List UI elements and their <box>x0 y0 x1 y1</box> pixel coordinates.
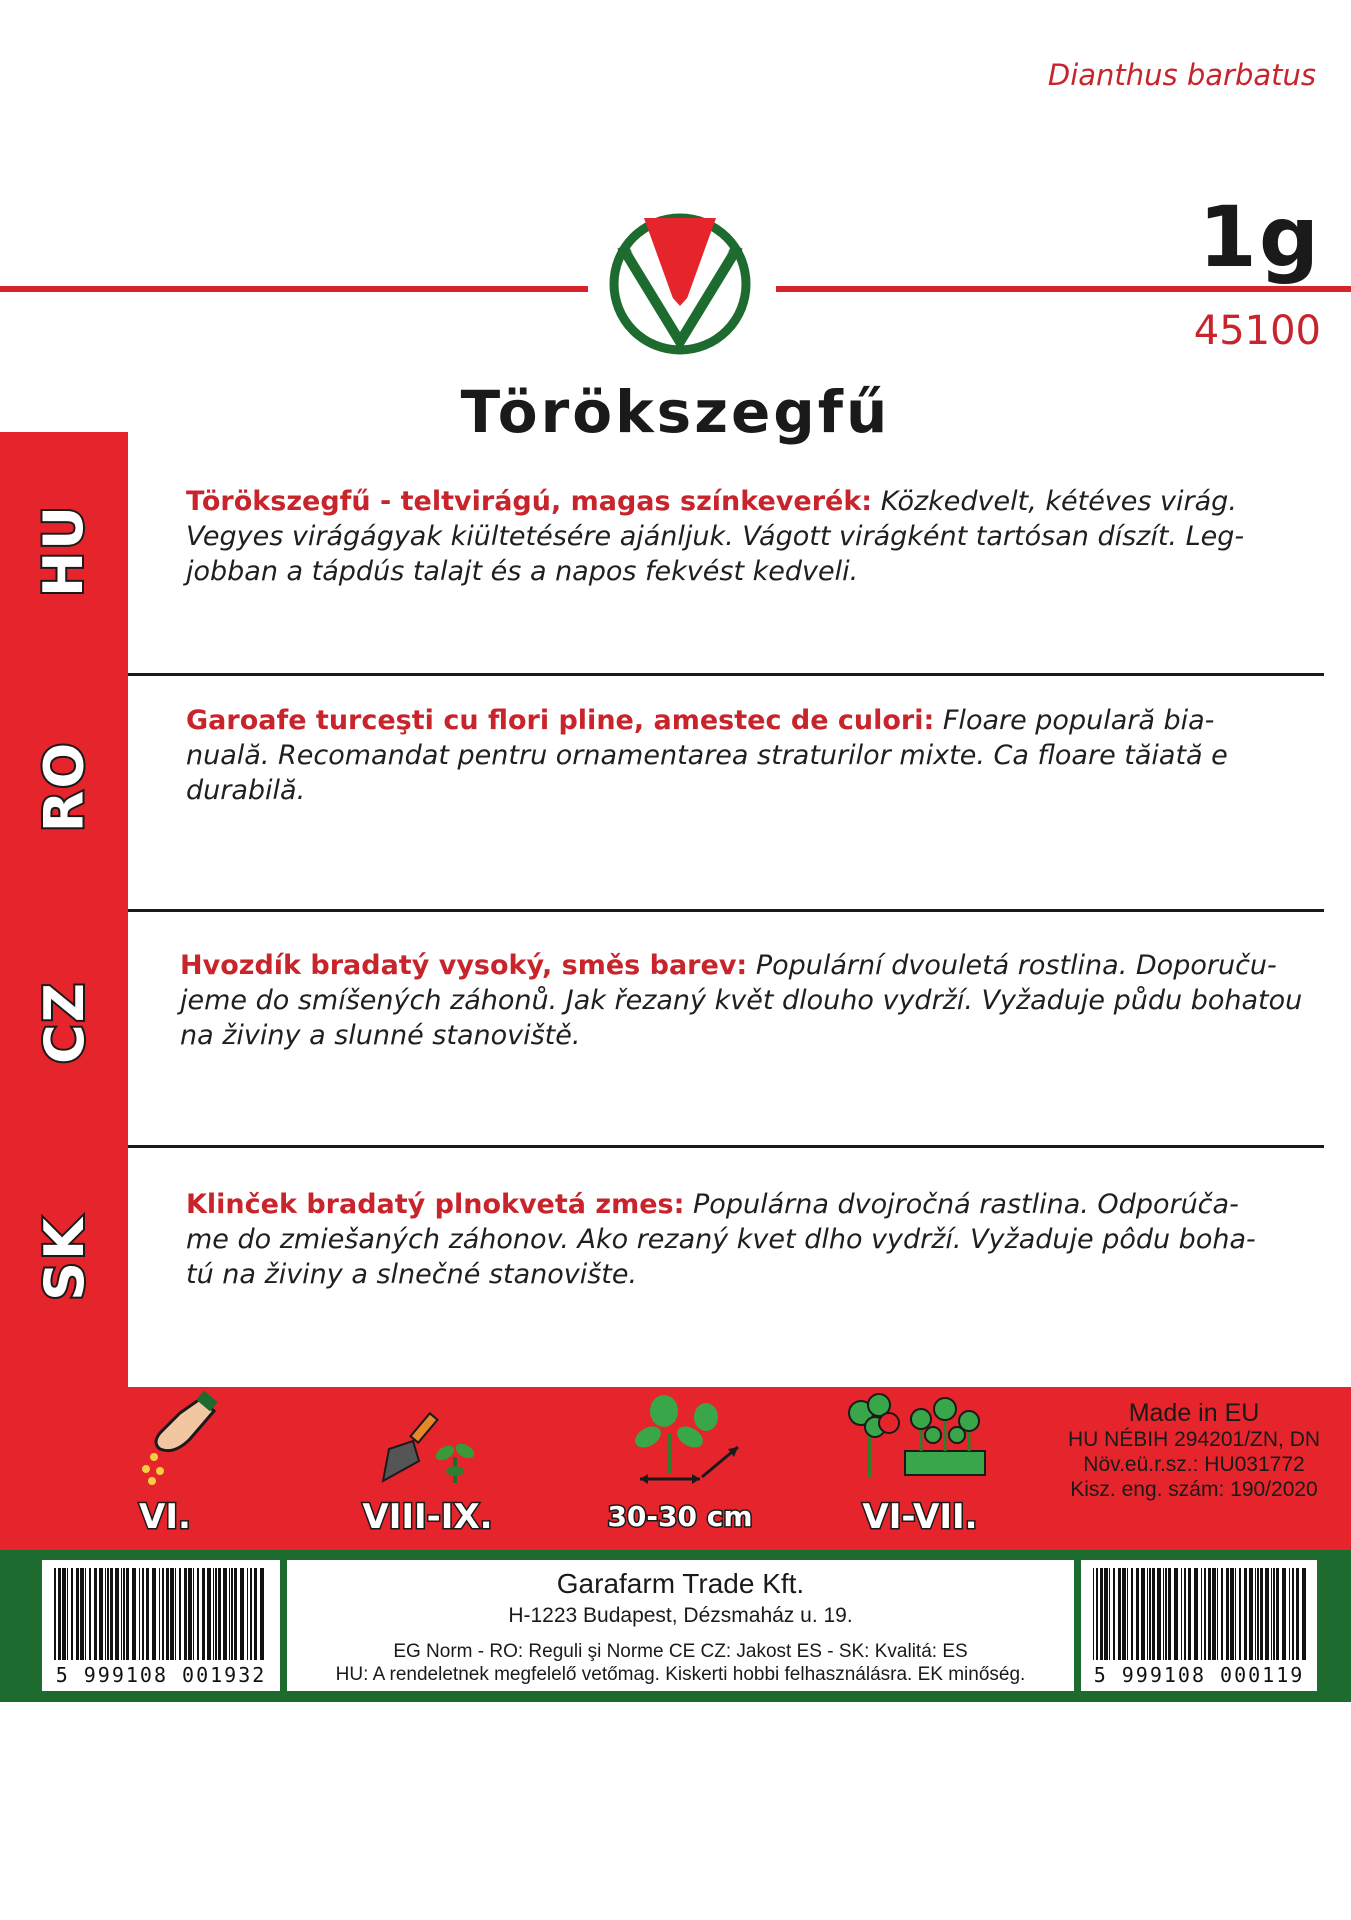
barcode-bar <box>1260 1568 1263 1660</box>
barcode-bar <box>260 1568 264 1660</box>
lang-label-ro: RO <box>32 740 96 832</box>
barcode-bar <box>1217 1568 1218 1660</box>
barcode-bar <box>1249 1568 1253 1660</box>
barcode-bar <box>1165 1568 1167 1660</box>
barcode-bar <box>54 1568 56 1660</box>
barcode-bar <box>229 1568 230 1660</box>
footer-band <box>0 1550 1351 1702</box>
barcode-bar <box>223 1568 227 1660</box>
barcode-bar <box>1230 1568 1234 1660</box>
barcode-bar <box>254 1568 257 1660</box>
barcode-bar <box>1208 1568 1211 1660</box>
barcode-bar <box>240 1568 244 1660</box>
barcode-bar <box>1174 1568 1178 1660</box>
barcode-bar <box>146 1568 149 1660</box>
barcode-bar <box>1276 1568 1279 1660</box>
barcode-bar <box>58 1568 61 1660</box>
text-hu-2: Vegyes virágágyak kiültetésére ajánljuk. Vágott virágként tartósan díszít. Leg- <box>186 521 1245 552</box>
barcode-bar <box>1289 1568 1290 1660</box>
barcode-bar <box>1147 1568 1148 1660</box>
section-divider <box>128 1145 1324 1148</box>
barcode-bar <box>89 1568 91 1660</box>
barcode-bar <box>184 1568 187 1660</box>
barcode-bar <box>166 1568 169 1660</box>
norm-line: HU: A rendeletnek megfelelő vetőmag. Kiskerti hobbi felhasználásra. EK minőség. <box>335 1664 1026 1685</box>
barcode-bar <box>1152 1568 1155 1660</box>
barcode-bar <box>207 1568 211 1660</box>
brand-logo-icon <box>606 206 754 358</box>
barcode-bar <box>1104 1568 1108 1660</box>
spacing-label: 30-30 cm <box>607 1500 753 1533</box>
text-cz-1: Populární dvouletá rostlina. Doporuču- <box>755 950 1277 981</box>
barcode-bar <box>218 1568 221 1660</box>
sowing-hand-icon <box>130 1391 220 1485</box>
regulatory-info <box>1059 1399 1329 1502</box>
barcode-bar <box>1136 1568 1139 1660</box>
barcode-bar <box>1131 1568 1133 1660</box>
language-sidebar <box>0 432 128 1387</box>
barcode-bar <box>170 1568 174 1660</box>
barcode-bar <box>67 1568 68 1660</box>
flowering-month-label: VI-VII. <box>862 1497 978 1537</box>
barcode-bar <box>71 1568 73 1660</box>
barcode-bars <box>54 1568 268 1660</box>
barcode-bar <box>115 1568 119 1660</box>
sowing-month-label: VI. <box>139 1497 191 1537</box>
description-hu <box>186 484 1326 589</box>
latin-name: Dianthus barbatus <box>1047 58 1316 92</box>
barcode-bar <box>1168 1568 1171 1660</box>
barcode-bar <box>105 1568 106 1660</box>
description-ro <box>186 703 1326 808</box>
lang-label-cz: CZ <box>32 980 96 1064</box>
barcode-bar <box>1194 1568 1198 1660</box>
barcode-bar <box>247 1568 248 1660</box>
barcode-bar <box>1184 1568 1186 1660</box>
heading-hu: Törökszegfű - teltvirágú, magas színkeverék: <box>186 486 873 517</box>
barcode-bar <box>94 1568 97 1660</box>
product-title: Törökszegfű <box>460 378 891 446</box>
barcode-bar <box>1093 1568 1094 1660</box>
barcode-bars <box>1093 1568 1305 1660</box>
barcode-bar <box>1282 1568 1286 1660</box>
company-address: H-1223 Budapest, Dézsmaház u. 19. <box>508 1604 853 1627</box>
barcode-bar <box>1113 1568 1115 1660</box>
text-ro-2: nuală. Recomandat pentru ornamentarea straturilor mixte. Ca floare tăiată e <box>186 740 1228 771</box>
barcode-bar <box>179 1568 181 1660</box>
barcode-bar <box>132 1568 136 1660</box>
barcode-bar <box>250 1568 252 1660</box>
barcode-bar <box>1302 1568 1306 1660</box>
barcode-bar <box>1122 1568 1126 1660</box>
barcode-bar <box>1141 1568 1145 1660</box>
barcode-bar <box>162 1568 164 1660</box>
barcode-number-left: 5 999108 001932 <box>55 1663 267 1687</box>
barcode-bar <box>152 1568 156 1660</box>
text-sk-1: Populárna dvojročná rastlina. Odporúča- <box>693 1189 1239 1220</box>
text-cz-3: na živiny a slunné stanoviště. <box>180 1020 581 1051</box>
barcode-bar <box>1296 1568 1299 1660</box>
barcode-bar <box>126 1568 129 1660</box>
company-name: Garafarm Trade Kft. <box>556 1568 805 1599</box>
barcode-bar <box>1149 1568 1151 1660</box>
text-ro-1: Floare populară bia- <box>942 705 1215 736</box>
header-line-right <box>776 286 1351 292</box>
barcode-bar <box>234 1568 237 1660</box>
lang-label-sk: SK <box>32 1215 96 1301</box>
barcode-bar <box>1239 1568 1241 1660</box>
barcode-bar <box>80 1568 84 1660</box>
barcode-bar <box>1100 1568 1103 1660</box>
barcode-bar <box>1226 1568 1229 1660</box>
barcode-bar <box>123 1568 125 1660</box>
text-hu-3: jobban a tápdús talajt és a napos fekvést kedveli. <box>186 556 859 587</box>
norm-line: EG Norm - RO: Reguli şi Norme CE CZ: Jakost ES - SK: Kvalitá: ES <box>393 1641 968 1662</box>
heading-sk: Klinček bradatý plnokvetá zmes: <box>186 1189 685 1220</box>
barcode-bar <box>1127 1568 1128 1660</box>
barcode-bar <box>202 1568 205 1660</box>
barcode-bar <box>215 1568 217 1660</box>
barcode-bar <box>1181 1568 1182 1660</box>
transplant-month-label: VIII-IX. <box>362 1497 493 1537</box>
barcode-bar <box>159 1568 160 1660</box>
barcode-bar <box>1188 1568 1191 1660</box>
header-line-left <box>0 286 588 292</box>
barcode-bar <box>76 1568 79 1660</box>
barcode-bar <box>193 1568 194 1660</box>
barcode-bar <box>213 1568 214 1660</box>
barcode-bar <box>1204 1568 1206 1660</box>
text-cz-2: jeme do smíšených záhonů. Jak řezaný květ dlouho vydrží. Vyžaduje půdu bohatou <box>180 985 1303 1016</box>
text-ro-3: durabilă. <box>186 775 306 806</box>
text-sk-2: me do zmiešaných záhonov. Ako rezaný kvet dlho vydrží. Vyžaduje pôdu boha- <box>186 1224 1256 1255</box>
flowering-plants-icon <box>845 1387 990 1483</box>
lang-label-hu: HU <box>32 503 96 597</box>
heading-ro: Garoafe turceşti cu flori pline, amestec de culori: <box>186 705 935 736</box>
section-divider <box>128 673 1324 676</box>
barcode-left <box>42 1560 280 1691</box>
barcode-bar <box>1221 1568 1223 1660</box>
text-sk-3: tú na živiny a slnečné stanovište. <box>186 1259 638 1290</box>
barcode-bar <box>1118 1568 1121 1660</box>
barcode-bar <box>139 1568 140 1660</box>
description-cz <box>180 948 1320 1053</box>
made-in-label: Made in EU <box>1128 1399 1260 1427</box>
barcode-bar <box>142 1568 144 1660</box>
barcode-bar <box>231 1568 233 1660</box>
barcode-bar <box>1257 1568 1259 1660</box>
trowel-transplant-icon <box>375 1411 485 1487</box>
barcode-bar <box>1292 1568 1294 1660</box>
barcode-bar <box>107 1568 109 1660</box>
reg-line: Kisz. eng. szám: 190/2020 <box>1070 1478 1318 1501</box>
barcode-bar <box>1096 1568 1098 1660</box>
company-info <box>287 1560 1074 1691</box>
barcode-bar <box>188 1568 192 1660</box>
barcode-bar <box>85 1568 86 1660</box>
barcode-bar <box>121 1568 122 1660</box>
text-hu-1: Közkedvelt, kétéves virág. <box>880 486 1237 517</box>
barcode-bar <box>1265 1568 1269 1660</box>
barcode-bar <box>1244 1568 1247 1660</box>
reg-line: Növ.eü.r.sz.: HU031772 <box>1083 1453 1305 1476</box>
barcode-bar <box>1157 1568 1161 1660</box>
barcode-bar <box>197 1568 199 1660</box>
reg-line: HU NÉBIH 294201/ZN, DN <box>1067 1428 1321 1451</box>
barcode-bar <box>1212 1568 1216 1660</box>
barcode-bar <box>1201 1568 1202 1660</box>
barcode-right <box>1081 1560 1317 1691</box>
description-sk <box>186 1187 1326 1292</box>
package-weight: 1g <box>1198 188 1321 286</box>
barcode-bar <box>1255 1568 1256 1660</box>
quality-norms <box>287 1640 1074 1686</box>
barcode-bar <box>110 1568 113 1660</box>
plant-spacing-icon <box>630 1393 750 1493</box>
barcode-bar <box>175 1568 176 1660</box>
heading-cz: Hvozdík bradatý vysoký, směs barev: <box>180 950 748 981</box>
barcode-bar <box>99 1568 103 1660</box>
barcode-bar <box>1271 1568 1272 1660</box>
barcode-bar <box>1163 1568 1164 1660</box>
barcode-bar <box>1109 1568 1110 1660</box>
section-divider <box>128 909 1324 912</box>
barcode-bar <box>62 1568 66 1660</box>
growing-info-band <box>0 1387 1351 1550</box>
barcode-bar <box>1235 1568 1236 1660</box>
product-code: 45100 <box>1193 308 1321 354</box>
barcode-bar <box>1273 1568 1275 1660</box>
barcode-number-right: 5 999108 000119 <box>1093 1663 1305 1687</box>
